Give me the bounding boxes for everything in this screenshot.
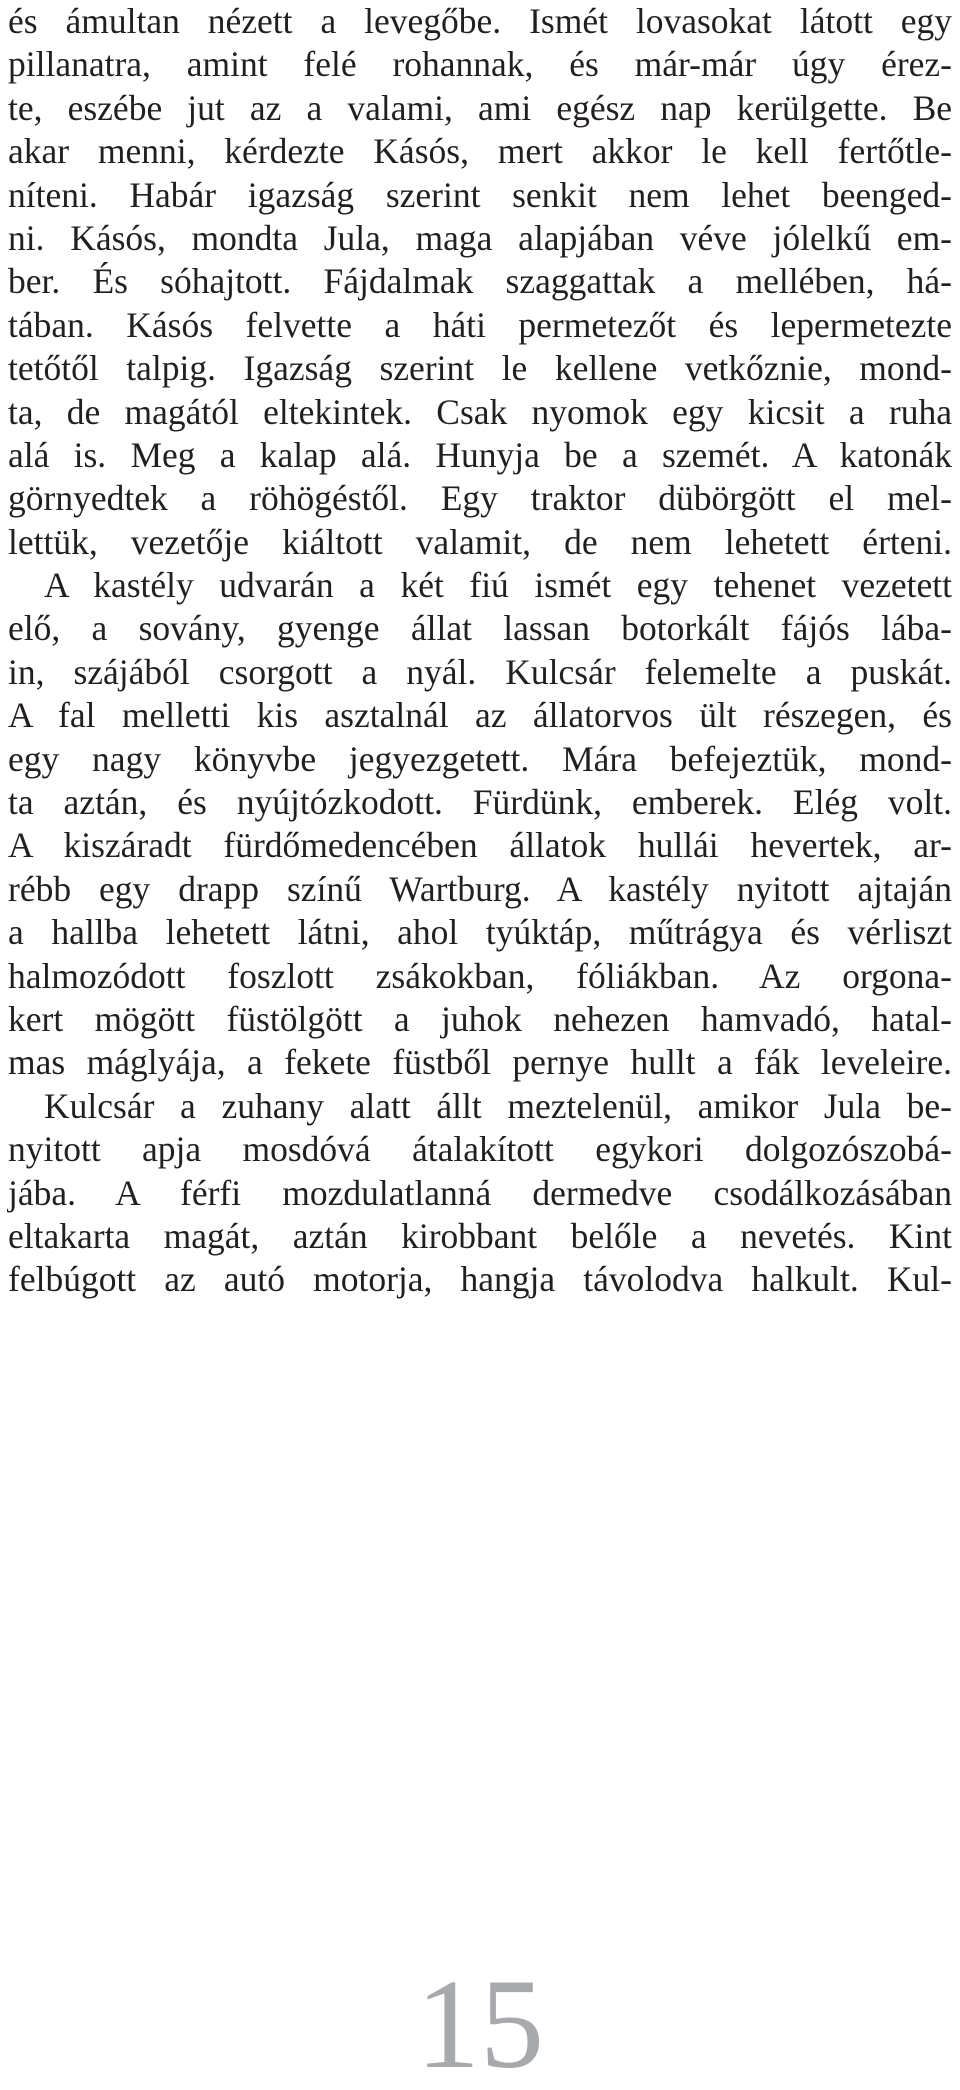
text-line: tában. Kásós felvette a háti permetezőt és lepermetezte <box>8 304 952 345</box>
text-line: jába. A férfi mozdulatlanná dermedve csodálkozásában <box>8 1172 952 1213</box>
text-line: níteni. Habár igazság szerint senkit nem lehet beenged- <box>8 174 952 215</box>
text-line: a hallba lehetett látni, ahol tyúktáp, műtrágya és vérliszt <box>8 912 952 953</box>
text-line: A fal melletti kis asztalnál az állatorvos ült részegen, és <box>8 695 952 736</box>
text-line: halmozódott foszlott zsákokban, fóliákban. Az orgona- <box>8 955 952 996</box>
text-line: pillanatra, amint felé rohannak, és már-már úgy érez- <box>8 44 952 85</box>
page-number: 15 <box>416 1960 544 2090</box>
text-line: mas máglyája, a fekete füstből pernye hullt a fák leveleire. <box>8 1042 952 1083</box>
text-line: rébb egy drapp színű Wartburg. A kastély nyitott ajtaján <box>8 868 952 909</box>
text-line: egy nagy könyvbe jegyezgetett. Mára befejeztük, mond- <box>8 738 952 779</box>
text-line: görnyedtek a röhögéstől. Egy traktor dübörgött el mel- <box>8 478 952 519</box>
text-line: nyitott apja mosdóvá átalakított egykori dolgozószobá- <box>8 1129 952 1170</box>
text-line: elő, a sovány, gyenge állat lassan botorkált fájós lába- <box>8 608 952 649</box>
text-line: in, szájából csorgott a nyál. Kulcsár felemelte a puskát. <box>8 651 952 692</box>
body-text <box>8 0 952 1302</box>
text-line: A kastély udvarán a két fiú ismét egy tehenet vezetett <box>44 565 952 606</box>
text-line: A kiszáradt fürdőmedencében állatok hullái hevertek, ar- <box>8 825 952 866</box>
text-line: ta aztán, és nyújtózkodott. Fürdünk, emberek. Elég volt. <box>8 782 952 823</box>
text-line: ta, de magától eltekintek. Csak nyomok egy kicsit a ruha <box>8 391 952 432</box>
text-line: akar menni, kérdezte Kásós, mert akkor le kell fertőtle- <box>8 131 952 172</box>
text-line: te, eszébe jut az a valami, ami egész nap kerülgette. Be <box>8 87 952 128</box>
text-line: ber. És sóhajtott. Fájdalmak szaggattak a mellében, há- <box>8 261 952 302</box>
text-line: ni. Kásós, mondta Jula, maga alapjában véve jólelkű em- <box>8 217 952 258</box>
text-line: lettük, vezetője kiáltott valamit, de nem lehetett érteni. <box>8 521 952 562</box>
text-line: és ámultan nézett a levegőbe. Ismét lovasokat látott egy <box>8 1 952 41</box>
text-line: kert mögött füstölgött a juhok nehezen hamvadó, hatal- <box>8 998 952 1039</box>
text-line: tetőtől talpig. Igazság szerint le kellene vetkőznie, mond- <box>8 348 952 389</box>
text-line: alá is. Meg a kalap alá. Hunyja be a szemét. A katonák <box>8 434 952 475</box>
text-line: Kulcsár a zuhany alatt állt meztelenül, amikor Jula be- <box>44 1085 952 1126</box>
text-line: eltakarta magát, aztán kirobbant belőle a nevetés. Kint <box>8 1215 952 1256</box>
text-line: felbúgott az autó motorja, hangja távolodva halkult. Kul- <box>8 1259 952 1300</box>
